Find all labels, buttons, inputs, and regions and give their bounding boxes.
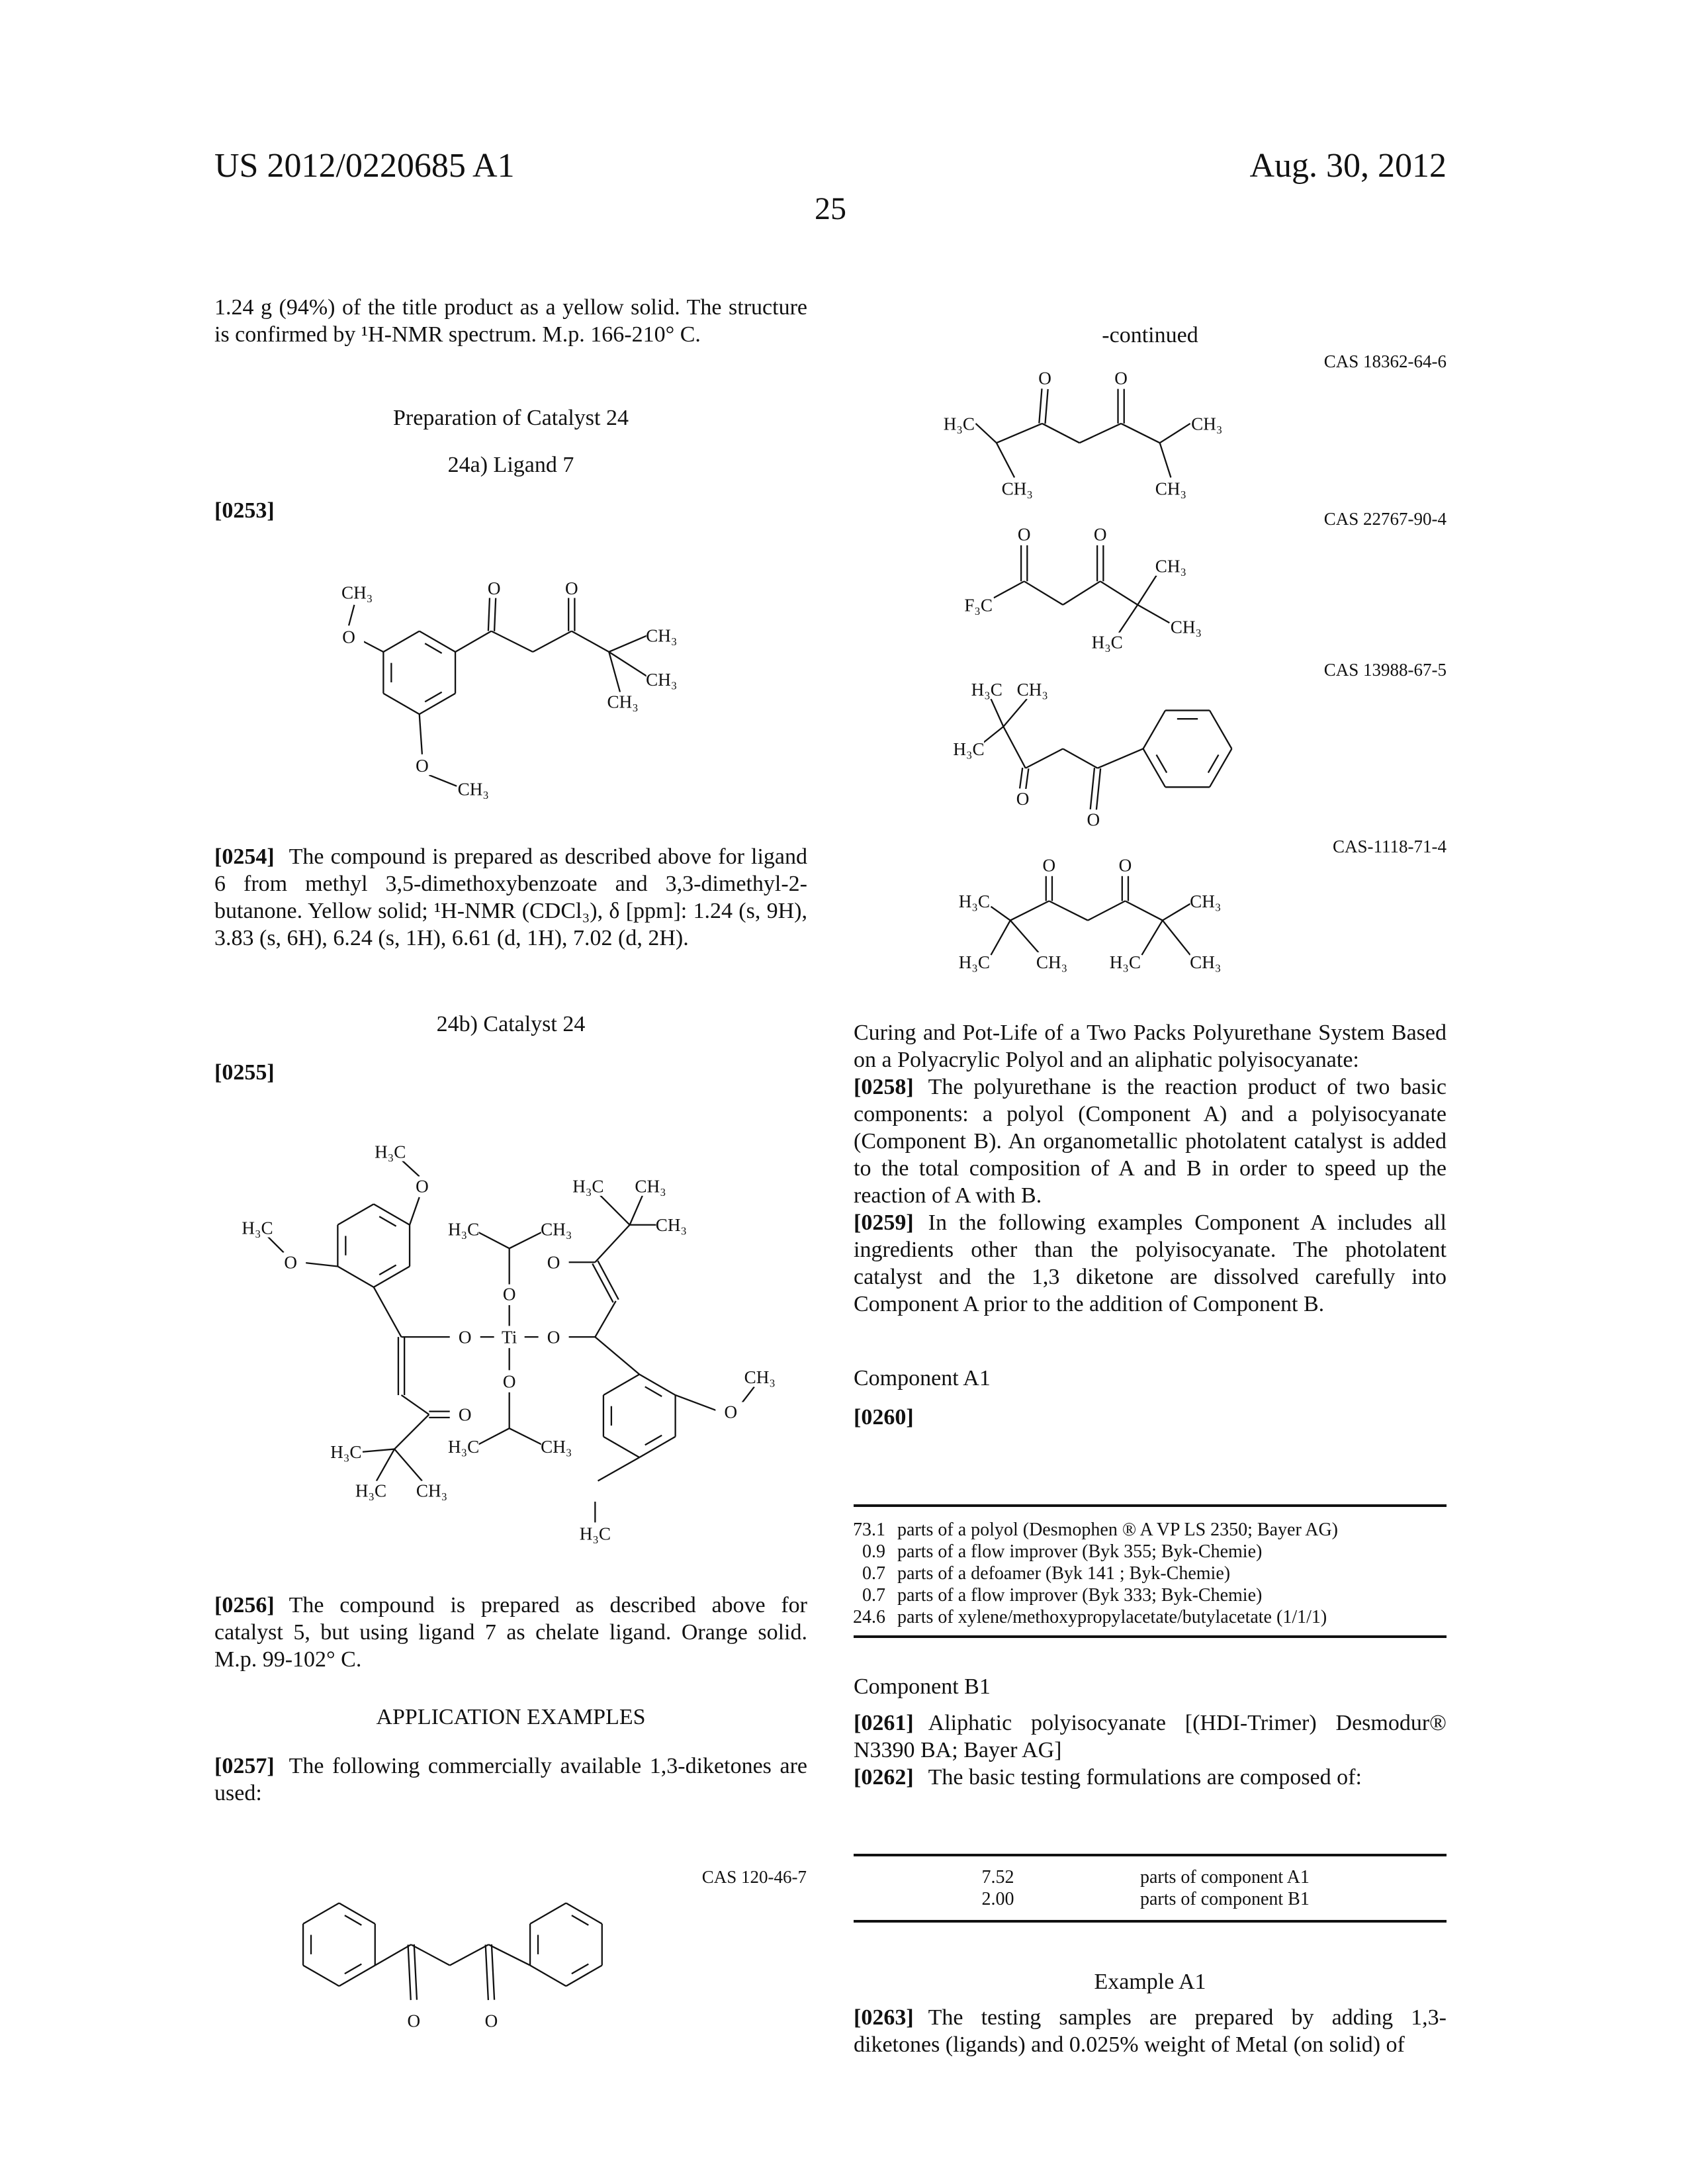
bond: [639, 1437, 675, 1457]
amount-cell: 0.7: [862, 1563, 885, 1584]
bond: [394, 1414, 429, 1449]
bond: [1003, 699, 1027, 727]
bond: [486, 1944, 488, 2000]
atom-label: CH₃: [1190, 952, 1221, 972]
bond: [639, 1375, 675, 1395]
component-b1-heading: Component B1: [854, 1673, 1447, 1700]
bond: [1143, 710, 1165, 749]
bond: [492, 1944, 494, 2000]
description-cell: parts of xylene/methoxypropylacetate/butylacetate (1/1/1): [897, 1606, 1327, 1628]
heading-catalyst-24b: 24b) Catalyst 24: [214, 1011, 807, 1038]
paragraph-number: [0263]: [854, 2005, 914, 2030]
bond: [976, 424, 997, 443]
bond: [1118, 605, 1137, 634]
bond: [455, 631, 491, 652]
atom-label: O: [1018, 525, 1031, 545]
paragraph-text: The testing samples are prepared by adding 1,3-diketones (ligands) and 0.025% weight of Metal (on solid) of: [854, 2005, 1447, 2057]
bond: [374, 1266, 410, 1287]
bond: [994, 581, 1024, 598]
bond: [1024, 581, 1063, 605]
atom-label: H₃C: [1110, 952, 1141, 972]
amount-cell: 0.7: [862, 1584, 885, 1606]
atom-label: H₃C: [959, 952, 990, 972]
bond: [1125, 901, 1162, 920]
bond: [595, 1301, 615, 1337]
atom-label: O: [416, 1177, 429, 1197]
description-cell: parts of a flow improver (Byk 355; Byk-Chemie): [897, 1541, 1262, 1563]
bond: [450, 1944, 489, 1965]
cas-label: CAS 120-46-7: [702, 1866, 807, 1888]
publication-date: Aug. 30, 2012: [1249, 146, 1447, 186]
bond: [394, 1449, 422, 1481]
atom-label: CH₃: [607, 692, 639, 712]
structure-cas-18362-64-6: [944, 368, 1223, 498]
atom-label: H₃C: [330, 1442, 361, 1462]
bond: [420, 694, 455, 714]
bond: [510, 1428, 543, 1445]
atom-label: CH₃: [635, 1177, 666, 1197]
bond: [339, 1903, 375, 1923]
bond: [402, 1160, 420, 1176]
cas-label: CAS 18362-64-6: [1324, 351, 1447, 372]
atom-label: CH₃: [656, 1215, 687, 1235]
cas-label: CAS 13988-67-5: [1324, 659, 1447, 680]
bond: [337, 1204, 373, 1224]
bond: [488, 598, 490, 631]
catalyst-24-structure: [242, 1142, 775, 1543]
bond: [1163, 904, 1190, 921]
bond: [572, 1915, 588, 1925]
bond: [1141, 921, 1162, 955]
bond: [1063, 749, 1097, 768]
bond: [1210, 749, 1231, 787]
bond: [411, 1944, 450, 1965]
bond: [300, 1262, 337, 1266]
bond: [429, 775, 457, 786]
bond: [1157, 754, 1167, 772]
bond: [991, 921, 1010, 955]
atom-label: CH₃: [1191, 414, 1222, 433]
intro-paragraph: 1.24 g (94%) of the title product as a yellow solid. The structure is confirmed by ¹H-NMR spectrum. M.p. 166-210° C.: [214, 294, 807, 348]
paragraph-number: [0262]: [854, 1765, 914, 1790]
bond: [339, 1966, 375, 1986]
bond: [1160, 424, 1190, 443]
description-cell: parts of component A1: [1140, 1866, 1310, 1888]
atom-label: CH₃: [541, 1437, 572, 1457]
atom-label: CH₃: [416, 1481, 447, 1501]
bond: [1049, 901, 1088, 920]
bond: [572, 1964, 588, 1974]
bond: [603, 1375, 639, 1395]
amount-cell: 24.6: [853, 1606, 885, 1628]
bond: [1143, 749, 1165, 787]
atom-label: H₃C: [959, 891, 990, 911]
bond: [1003, 727, 1025, 768]
atom-label: O: [408, 2011, 421, 2031]
atom-label: O: [503, 1371, 516, 1391]
bond: [997, 443, 1014, 477]
atom-label: O: [488, 578, 501, 598]
description-cell: parts of a polyol (Desmophen ® A VP LS 2350; Bayer AG): [897, 1519, 1338, 1541]
bond: [1063, 581, 1100, 605]
atom-label: O: [565, 578, 578, 598]
page-number: 25: [764, 189, 897, 229]
bond: [533, 631, 572, 652]
bond: [1137, 605, 1169, 623]
atom-label: O: [459, 1328, 472, 1347]
bond: [572, 631, 609, 652]
atom-label: CH₃: [341, 582, 373, 602]
bond: [303, 1966, 339, 1986]
chemical-structures: [0, 0, 1694, 2184]
bond: [1010, 901, 1049, 920]
atom-label: H₃C: [580, 1524, 611, 1544]
bond: [676, 1395, 720, 1412]
atom-label: CH₃: [646, 625, 677, 645]
bond: [379, 1265, 396, 1275]
bond: [494, 598, 496, 631]
bond: [566, 1966, 602, 1986]
paragraph-number: [0257]: [214, 1754, 275, 1778]
bond: [408, 1944, 411, 2000]
atom-label: CH₃: [458, 779, 489, 799]
atom-label: O: [547, 1328, 560, 1347]
atom-label: O: [1038, 368, 1051, 388]
atom-label: CH₃: [744, 1367, 776, 1387]
atom-label: CH₃: [1036, 952, 1067, 972]
amount-cell: 73.1: [853, 1519, 885, 1541]
heading-ligand-7: 24a) Ligand 7: [214, 451, 807, 478]
bond: [488, 1944, 530, 1965]
atom-label: O: [416, 756, 429, 776]
continued-label: -continued: [854, 322, 1447, 349]
atom-label: O: [342, 627, 355, 647]
amount-cell: 0.9: [862, 1541, 885, 1563]
bond: [1208, 754, 1219, 772]
bond: [383, 694, 419, 714]
bond: [991, 699, 1004, 727]
bond: [414, 1944, 417, 2000]
atom-label: Ti: [502, 1328, 517, 1347]
atom-label: CH₃: [541, 1219, 572, 1239]
amount-cell: 2.00: [958, 1888, 1038, 1910]
bond: [425, 692, 441, 702]
paragraph-number: [0260]: [854, 1405, 914, 1430]
atom-label: O: [1087, 809, 1100, 829]
atom-label: H₃C: [572, 1177, 603, 1197]
atom-label: CH₃: [1155, 557, 1186, 576]
heading-application-examples: APPLICATION EXAMPLES: [214, 1704, 807, 1731]
atom-label: O: [1016, 789, 1030, 809]
paragraph-number: [0255]: [214, 1060, 275, 1085]
bond: [374, 1204, 410, 1224]
paragraph-number: [0258]: [854, 1075, 914, 1099]
atom-label: H₃C: [242, 1218, 273, 1238]
bond: [530, 1966, 566, 1986]
atom-label: O: [459, 1405, 472, 1425]
bond: [530, 1903, 566, 1923]
paragraph-text: The compound is prepared as described above for ligand 6 from methyl 3,5-dimethoxybenzoate and 3,3-dimethyl-2-butanone. Yellow solid; ¹H-NMR (CDCl₃), δ [ppm]: 1.24 (s, 9H), 3.83 (s, 6H), 6.24 (s, 1H), 6.61 (d, 1H), 7.02 (d, 2H).: [214, 844, 807, 950]
atom-label: CH₃: [1002, 479, 1033, 499]
component-a1-heading: Component A1: [854, 1365, 1447, 1392]
atom-label: O: [485, 2011, 498, 2031]
bond: [374, 1287, 402, 1337]
bond: [595, 1225, 629, 1262]
bond: [377, 1449, 394, 1481]
description-cell: parts of component B1: [1140, 1888, 1310, 1910]
bond: [345, 1915, 361, 1925]
atom-label: O: [1094, 525, 1107, 545]
paragraph-text: The polyurethane is the reaction product of two basic components: a polyol (Component A) and a polyisocyanate (Component B). An organometallic photolatent catalyst is added to the total composition of A and B in order to speed up the reaction of A with B.: [854, 1075, 1447, 1208]
atom-label: O: [1114, 368, 1128, 388]
bond: [478, 1428, 510, 1445]
atom-label: CH₃: [1190, 891, 1221, 911]
cas-label: CAS-1118-71-4: [1333, 836, 1447, 857]
bond: [598, 1193, 630, 1225]
bond: [363, 1449, 394, 1452]
atom-label: O: [284, 1253, 297, 1273]
bond: [402, 1395, 429, 1414]
bond: [349, 605, 354, 625]
curing-heading: Curing and Pot-Life of a Two Packs Polyurethane System Based on a Polyacrylic Polyol and an aliphatic polyisocyanate:: [854, 1019, 1447, 1073]
bond: [420, 714, 422, 754]
bond: [566, 1903, 602, 1923]
bond: [1020, 768, 1022, 788]
paragraph-number: [0256]: [214, 1593, 275, 1617]
bond: [630, 1193, 644, 1225]
bond: [383, 631, 419, 652]
structure-cas-22767-90-4: [963, 525, 1202, 653]
paragraph-number: [0254]: [214, 844, 275, 869]
bond: [1096, 768, 1100, 810]
atom-label: O: [1119, 855, 1132, 875]
bond: [645, 1387, 662, 1396]
bond: [375, 1944, 411, 1965]
bond: [1088, 901, 1125, 920]
bond: [491, 631, 533, 652]
atom-label: H₃C: [375, 1142, 406, 1161]
bond: [510, 1232, 543, 1248]
atom-label: H₃C: [355, 1481, 386, 1501]
bond: [595, 1337, 639, 1374]
bond: [1160, 443, 1171, 477]
atom-label: CH₃: [1171, 617, 1202, 637]
atom-label: H₃C: [953, 739, 984, 759]
atom-label: CH₃: [646, 670, 677, 690]
heading-catalyst-24: Preparation of Catalyst 24: [214, 404, 807, 432]
bond: [1039, 388, 1042, 423]
paragraph-number: [0261]: [854, 1711, 914, 1735]
bond: [345, 1964, 361, 1974]
atom-label: H₃C: [944, 414, 975, 433]
bond: [1100, 581, 1137, 605]
bond: [1045, 389, 1048, 424]
paragraph-text: The basic testing formulations are composed of:: [928, 1765, 1362, 1790]
bond: [603, 1437, 639, 1457]
bond: [997, 424, 1042, 443]
bond: [991, 907, 1010, 921]
bond: [609, 635, 648, 652]
dibenzoylmethane-structure: [303, 1903, 602, 2030]
ligand-7-structure: [334, 578, 677, 799]
bond: [1026, 768, 1028, 789]
bond: [983, 727, 1003, 743]
atom-label: CH₃: [1155, 479, 1186, 499]
bond: [1026, 749, 1063, 768]
bond: [1079, 424, 1121, 443]
amount-cell: 7.52: [958, 1866, 1038, 1888]
structure-cas-13988-67-5: [953, 680, 1231, 830]
atom-label: H₃C: [448, 1437, 479, 1457]
bond: [337, 1266, 373, 1287]
bond: [1010, 921, 1041, 955]
bond: [420, 631, 455, 652]
description-cell: parts of a defoamer (Byk 141 ; Byk-Chemie): [897, 1563, 1230, 1584]
cas-label: CAS 22767-90-4: [1324, 508, 1447, 529]
bond: [1042, 424, 1079, 443]
bond: [410, 1197, 420, 1225]
paragraph-text: The compound is prepared as described above for catalyst 5, but using ligand 7 as chelate ligand. Orange solid. M.p. 99-102° C.: [214, 1593, 807, 1672]
structure-cas-1118-71-4: [959, 855, 1222, 972]
atom-label: H₃C: [971, 680, 1003, 700]
bond: [303, 1903, 339, 1923]
paragraph-text: In the following examples Component A includes all ingredients other than the polyisocyanate. The photolatent catalyst and the 1,3 diketone are dissolved carefully into Component A prior to the addition of Component B.: [854, 1210, 1447, 1316]
bond: [1163, 921, 1190, 955]
bond: [379, 1216, 396, 1226]
paragraph-text: The following commercially available 1,3-diketones are used:: [214, 1754, 807, 1805]
description-cell: parts of a flow improver (Byk 333; Byk-Chemie): [897, 1584, 1262, 1606]
paragraph-number: [0253]: [214, 498, 275, 523]
bond: [1121, 424, 1160, 443]
atom-label: H₃C: [1092, 633, 1123, 653]
atom-label: O: [725, 1402, 738, 1422]
paragraph-number: [0259]: [854, 1210, 914, 1235]
patent-number: US 2012/0220685 A1: [214, 146, 515, 186]
atom-label: CH₃: [1017, 680, 1048, 700]
bond: [1098, 749, 1143, 768]
atom-label: O: [547, 1253, 560, 1273]
atom-label: O: [503, 1285, 516, 1304]
bond: [1091, 768, 1094, 809]
example-a1-heading: Example A1: [854, 1968, 1447, 1995]
bond: [425, 643, 441, 653]
bond: [598, 1457, 640, 1481]
paragraph-text: Aliphatic polyisocyanate [(HDI-Trimer) Desmodur® N3390 BA; Bayer AG]: [854, 1711, 1447, 1762]
bond: [645, 1435, 662, 1445]
atom-label: O: [1043, 855, 1056, 875]
bond: [1210, 710, 1231, 749]
atom-label: H₃C: [448, 1219, 479, 1239]
atom-label: F₃C: [964, 595, 993, 615]
bond: [478, 1232, 510, 1248]
